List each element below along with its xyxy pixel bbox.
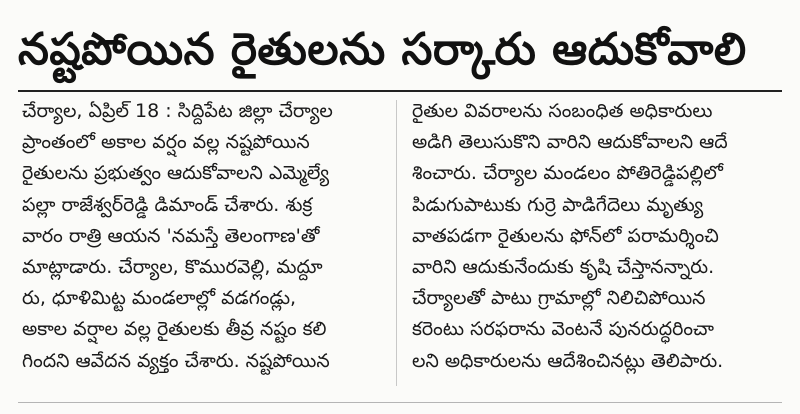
article-column-right (412, 96, 770, 377)
body-line: పల్లా రాజేశ్వర్‌రెడ్డి డిమాండ్ చేశారు. శుక్ర (22, 193, 313, 216)
body-line: కరెంటు సరఫరాను వెంటనే పునరుద్ధరించా (412, 318, 714, 341)
body-line: చేర్యాలతో పాటు గ్రామాల్లో నిలిచిపోయిన (412, 287, 706, 310)
body-line: పిడుగుపాటుకు గుర్రె పాడిగేదెలు మృత్యు (412, 193, 704, 216)
bottom-rule (18, 402, 782, 403)
body-line: శించారు. చేర్యాల మండలం పోతిరెడ్డిపల్లిలో (412, 162, 723, 185)
body-line: వారం రాత్రి ఆయన 'నమస్తే తెలంగాణ'తో (22, 224, 320, 247)
body-line: అకాల వర్షాల వల్ల రైతులకు తీవ్ర నష్టం కలి (22, 318, 327, 341)
headline: నష్టపోయిన రైతులను సర్కారు ఆదుకోవాలి (18, 24, 747, 75)
article-column-left (22, 96, 380, 377)
headline-rule (18, 90, 782, 92)
body-line: మాట్లాడారు. చేర్యాల, కొమురవెల్లి, మద్దూ (22, 255, 323, 278)
body-line: రైతుల వివరాలను సంబంధిత అధికారులు (412, 100, 713, 122)
body-line: గిందని ఆవేదన వ్యక్తం చేశారు. నష్టపోయిన (22, 349, 330, 372)
body-line: రు, ధూళిమిట్ట మండలాల్లో వడగండ్లు, (22, 287, 297, 310)
body-line: లని అధికారులను ఆదేశించినట్లు తెలిపారు. (412, 349, 724, 372)
body-line: రైతులను ప్రభుత్వం ఆదుకోవాలని ఎమ్మెల్యే (22, 162, 330, 185)
body-line: ప్రాంతంలో అకాల వర్షం వల్ల నష్టపోయిన (22, 131, 310, 154)
body-line: చేర్యాల, ఏప్రిల్ 18 : సిద్దిపేట జిల్లా చేర్యాల (22, 100, 333, 122)
body-line: వాతపడగా రైతులను ఫోన్‌లో పరామర్శించి (412, 224, 719, 247)
body-line: వారిని ఆదుకునేందుకు కృషి చేస్తానన్నారు. (412, 255, 715, 278)
body-line: అడిగి తెలుసుకొని వారిని ఆదుకోవాలని ఆదే (412, 131, 728, 154)
column-divider (396, 100, 397, 386)
